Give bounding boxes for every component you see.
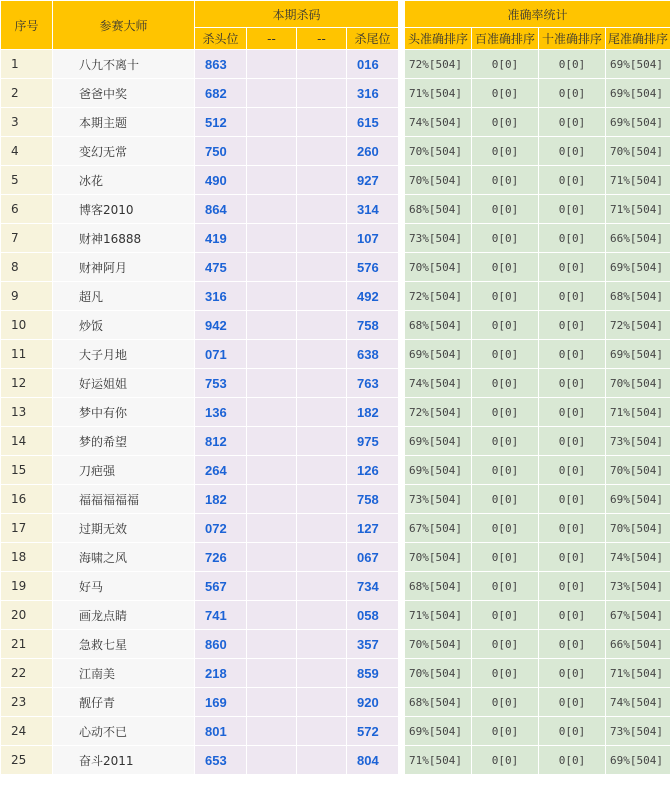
row-empty-2: [297, 253, 347, 282]
row-empty-1: [247, 514, 297, 543]
table-row: [1, 108, 671, 137]
row-kill-tail: 927: [347, 166, 399, 195]
row-empty-1: [247, 398, 297, 427]
row-tail-accuracy: 70%[504]: [606, 456, 671, 485]
row-ten-accuracy: 0[0]: [539, 224, 606, 253]
row-master-name: 变幻无常: [53, 137, 195, 166]
row-empty-1: [247, 717, 297, 746]
row-kill-tail: 357: [347, 630, 399, 659]
row-kill-head: 812: [195, 427, 247, 456]
row-empty-2: [297, 137, 347, 166]
row-kill-head: 218: [195, 659, 247, 688]
table-row: [1, 253, 671, 282]
row-empty-1: [247, 746, 297, 775]
row-kill-tail: 182: [347, 398, 399, 427]
row-master-name: 靓仔青: [53, 688, 195, 717]
row-head-accuracy: 69%[504]: [405, 456, 472, 485]
row-tail-accuracy: 69%[504]: [606, 50, 671, 79]
row-ten-accuracy: 0[0]: [539, 50, 606, 79]
row-hundred-accuracy: 0[0]: [472, 746, 539, 775]
row-tail-accuracy: 69%[504]: [606, 253, 671, 282]
row-empty-2: [297, 659, 347, 688]
row-master-name: 爸爸中奖: [53, 79, 195, 108]
row-empty-1: [247, 427, 297, 456]
row-ten-accuracy: 0[0]: [539, 195, 606, 224]
table-row: [1, 369, 671, 398]
row-hundred-accuracy: 0[0]: [472, 224, 539, 253]
row-master-name: 心动不已: [53, 717, 195, 746]
row-kill-head: 475: [195, 253, 247, 282]
row-master-name: 海啸之风: [53, 543, 195, 572]
row-ten-accuracy: 0[0]: [539, 514, 606, 543]
row-seq: 19: [1, 572, 53, 601]
row-empty-2: [297, 311, 347, 340]
row-tail-accuracy: 74%[504]: [606, 543, 671, 572]
row-hundred-accuracy: 0[0]: [472, 137, 539, 166]
row-kill-head: 567: [195, 572, 247, 601]
row-kill-head: 182: [195, 485, 247, 514]
hundred-rank-header[interactable]: 百准确排序: [472, 28, 539, 50]
row-master-name: 财神阿月: [53, 253, 195, 282]
row-kill-tail: 758: [347, 485, 399, 514]
row-master-name: 财神16888: [53, 224, 195, 253]
row-master-name: 福福福福福: [53, 485, 195, 514]
row-master-name: 画龙点睛: [53, 601, 195, 630]
row-kill-tail: 067: [347, 543, 399, 572]
row-head-accuracy: 68%[504]: [405, 311, 472, 340]
row-master-name: 梦的希望: [53, 427, 195, 456]
row-tail-accuracy: 70%[504]: [606, 514, 671, 543]
row-empty-2: [297, 282, 347, 311]
row-hundred-accuracy: 0[0]: [472, 195, 539, 224]
row-hundred-accuracy: 0[0]: [472, 282, 539, 311]
row-hundred-accuracy: 0[0]: [472, 369, 539, 398]
table-row: [1, 282, 671, 311]
row-master-name: 急救七星: [53, 630, 195, 659]
current-kill-header: 本期杀码: [195, 1, 399, 28]
row-tail-accuracy: 68%[504]: [606, 282, 671, 311]
row-head-accuracy: 68%[504]: [405, 195, 472, 224]
row-head-accuracy: 68%[504]: [405, 688, 472, 717]
row-kill-head: 750: [195, 137, 247, 166]
row-tail-accuracy: 69%[504]: [606, 108, 671, 137]
row-kill-tail: 758: [347, 311, 399, 340]
row-tail-accuracy: 73%[504]: [606, 572, 671, 601]
seq-header: 序号: [1, 1, 53, 50]
row-kill-head: 726: [195, 543, 247, 572]
row-tail-accuracy: 73%[504]: [606, 717, 671, 746]
row-kill-tail: 615: [347, 108, 399, 137]
row-empty-1: [247, 572, 297, 601]
table-row: [1, 224, 671, 253]
row-ten-accuracy: 0[0]: [539, 572, 606, 601]
table-row: [1, 340, 671, 369]
row-ten-accuracy: 0[0]: [539, 659, 606, 688]
row-empty-1: [247, 340, 297, 369]
row-hundred-accuracy: 0[0]: [472, 108, 539, 137]
table-row: [1, 630, 671, 659]
row-ten-accuracy: 0[0]: [539, 398, 606, 427]
row-seq: 8: [1, 253, 53, 282]
row-kill-head: 136: [195, 398, 247, 427]
row-kill-tail: 576: [347, 253, 399, 282]
row-head-accuracy: 69%[504]: [405, 427, 472, 456]
row-ten-accuracy: 0[0]: [539, 717, 606, 746]
row-seq: 13: [1, 398, 53, 427]
row-master-name: 梦中有你: [53, 398, 195, 427]
table-row: [1, 50, 671, 79]
row-empty-1: [247, 688, 297, 717]
row-kill-head: 264: [195, 456, 247, 485]
row-empty-2: [297, 485, 347, 514]
row-ten-accuracy: 0[0]: [539, 427, 606, 456]
row-hundred-accuracy: 0[0]: [472, 485, 539, 514]
row-master-name: 本期主题: [53, 108, 195, 137]
row-kill-tail: 260: [347, 137, 399, 166]
row-tail-accuracy: 69%[504]: [606, 79, 671, 108]
row-seq: 11: [1, 340, 53, 369]
row-empty-2: [297, 195, 347, 224]
row-ten-accuracy: 0[0]: [539, 311, 606, 340]
accuracy-header: 准确率统计: [405, 1, 671, 28]
table-row: [1, 688, 671, 717]
row-master-name: 炒饭: [53, 311, 195, 340]
row-kill-tail: 975: [347, 427, 399, 456]
row-ten-accuracy: 0[0]: [539, 166, 606, 195]
ten-rank-header[interactable]: 十准确排序: [539, 28, 606, 50]
row-empty-1: [247, 282, 297, 311]
row-tail-accuracy: 66%[504]: [606, 224, 671, 253]
dash-header-2: --: [297, 28, 347, 50]
row-hundred-accuracy: 0[0]: [472, 601, 539, 630]
row-seq: 10: [1, 311, 53, 340]
kill-tail-header: 杀尾位: [347, 28, 399, 50]
row-kill-head: 753: [195, 369, 247, 398]
row-master-name: 好马: [53, 572, 195, 601]
row-ten-accuracy: 0[0]: [539, 369, 606, 398]
row-master-name: 奋斗2011: [53, 746, 195, 775]
row-head-accuracy: 73%[504]: [405, 485, 472, 514]
row-seq: 24: [1, 717, 53, 746]
row-kill-tail: 107: [347, 224, 399, 253]
row-kill-head: 071: [195, 340, 247, 369]
row-head-accuracy: 74%[504]: [405, 369, 472, 398]
row-kill-tail: 058: [347, 601, 399, 630]
row-hundred-accuracy: 0[0]: [472, 659, 539, 688]
row-tail-accuracy: 66%[504]: [606, 630, 671, 659]
row-tail-accuracy: 73%[504]: [606, 427, 671, 456]
table-row: [1, 485, 671, 514]
row-head-accuracy: 72%[504]: [405, 398, 472, 427]
table-row: [1, 543, 671, 572]
row-hundred-accuracy: 0[0]: [472, 427, 539, 456]
row-seq: 18: [1, 543, 53, 572]
row-empty-1: [247, 224, 297, 253]
row-tail-accuracy: 71%[504]: [606, 398, 671, 427]
row-ten-accuracy: 0[0]: [539, 485, 606, 514]
row-ten-accuracy: 0[0]: [539, 79, 606, 108]
row-master-name: 八九不离十: [53, 50, 195, 79]
row-empty-2: [297, 398, 347, 427]
row-hundred-accuracy: 0[0]: [472, 253, 539, 282]
row-kill-head: 419: [195, 224, 247, 253]
row-kill-head: 863: [195, 50, 247, 79]
row-kill-head: 801: [195, 717, 247, 746]
row-seq: 1: [1, 50, 53, 79]
row-kill-head: 653: [195, 746, 247, 775]
row-kill-head: 512: [195, 108, 247, 137]
row-kill-head: 741: [195, 601, 247, 630]
row-ten-accuracy: 0[0]: [539, 630, 606, 659]
row-empty-1: [247, 108, 297, 137]
kill-head-header: 杀头位: [195, 28, 247, 50]
row-kill-head: 490: [195, 166, 247, 195]
row-seq: 21: [1, 630, 53, 659]
row-tail-accuracy: 69%[504]: [606, 485, 671, 514]
row-ten-accuracy: 0[0]: [539, 340, 606, 369]
row-seq: 14: [1, 427, 53, 456]
row-head-accuracy: 73%[504]: [405, 224, 472, 253]
row-seq: 23: [1, 688, 53, 717]
row-kill-tail: 314: [347, 195, 399, 224]
row-empty-2: [297, 717, 347, 746]
header-row-top: [1, 1, 671, 28]
row-kill-tail: 316: [347, 79, 399, 108]
row-seq: 15: [1, 456, 53, 485]
row-master-name: 超凡: [53, 282, 195, 311]
table-row: [1, 456, 671, 485]
row-master-name: 过期无效: [53, 514, 195, 543]
row-empty-2: [297, 630, 347, 659]
row-empty-1: [247, 79, 297, 108]
row-empty-1: [247, 195, 297, 224]
master-header: 参赛大师: [53, 1, 195, 50]
row-empty-1: [247, 253, 297, 282]
row-tail-accuracy: 70%[504]: [606, 137, 671, 166]
table-row: [1, 572, 671, 601]
row-hundred-accuracy: 0[0]: [472, 514, 539, 543]
row-kill-tail: 804: [347, 746, 399, 775]
row-tail-accuracy: 71%[504]: [606, 166, 671, 195]
row-hundred-accuracy: 0[0]: [472, 543, 539, 572]
row-kill-tail: 492: [347, 282, 399, 311]
row-empty-2: [297, 427, 347, 456]
row-master-name: 好运姐姐: [53, 369, 195, 398]
row-kill-head: 316: [195, 282, 247, 311]
row-kill-tail: 859: [347, 659, 399, 688]
row-tail-accuracy: 70%[504]: [606, 369, 671, 398]
row-kill-head: 942: [195, 311, 247, 340]
row-empty-1: [247, 601, 297, 630]
row-head-accuracy: 72%[504]: [405, 50, 472, 79]
row-ten-accuracy: 0[0]: [539, 253, 606, 282]
row-tail-accuracy: 69%[504]: [606, 340, 671, 369]
tail-rank-header[interactable]: 尾准确排序: [606, 28, 671, 50]
row-empty-2: [297, 746, 347, 775]
row-tail-accuracy: 72%[504]: [606, 311, 671, 340]
row-ten-accuracy: 0[0]: [539, 543, 606, 572]
row-head-accuracy: 70%[504]: [405, 543, 472, 572]
row-kill-tail: 920: [347, 688, 399, 717]
row-head-accuracy: 70%[504]: [405, 137, 472, 166]
row-empty-1: [247, 311, 297, 340]
row-head-accuracy: 72%[504]: [405, 282, 472, 311]
table-row: [1, 601, 671, 630]
row-seq: 17: [1, 514, 53, 543]
row-kill-head: 860: [195, 630, 247, 659]
row-empty-2: [297, 166, 347, 195]
row-head-accuracy: 70%[504]: [405, 253, 472, 282]
row-hundred-accuracy: 0[0]: [472, 50, 539, 79]
row-seq: 6: [1, 195, 53, 224]
row-ten-accuracy: 0[0]: [539, 746, 606, 775]
row-empty-1: [247, 485, 297, 514]
row-kill-tail: 016: [347, 50, 399, 79]
row-kill-head: 864: [195, 195, 247, 224]
row-head-accuracy: 68%[504]: [405, 572, 472, 601]
row-ten-accuracy: 0[0]: [539, 601, 606, 630]
row-tail-accuracy: 69%[504]: [606, 746, 671, 775]
table-row: [1, 398, 671, 427]
row-empty-2: [297, 456, 347, 485]
row-ten-accuracy: 0[0]: [539, 688, 606, 717]
row-hundred-accuracy: 0[0]: [472, 572, 539, 601]
row-empty-2: [297, 572, 347, 601]
row-empty-2: [297, 543, 347, 572]
row-head-accuracy: 67%[504]: [405, 514, 472, 543]
row-seq: 22: [1, 659, 53, 688]
row-empty-2: [297, 369, 347, 398]
head-rank-header[interactable]: 头准确排序: [405, 28, 472, 50]
row-hundred-accuracy: 0[0]: [472, 166, 539, 195]
row-kill-head: 169: [195, 688, 247, 717]
table-row: [1, 659, 671, 688]
row-empty-2: [297, 79, 347, 108]
row-head-accuracy: 71%[504]: [405, 79, 472, 108]
row-kill-tail: 734: [347, 572, 399, 601]
row-seq: 25: [1, 746, 53, 775]
row-kill-tail: 572: [347, 717, 399, 746]
table-row: [1, 311, 671, 340]
table-row: [1, 195, 671, 224]
row-empty-1: [247, 630, 297, 659]
row-tail-accuracy: 67%[504]: [606, 601, 671, 630]
row-kill-head: 682: [195, 79, 247, 108]
row-empty-2: [297, 224, 347, 253]
row-seq: 12: [1, 369, 53, 398]
row-empty-2: [297, 688, 347, 717]
table-row: [1, 427, 671, 456]
table-row: [1, 717, 671, 746]
row-seq: 4: [1, 137, 53, 166]
row-seq: 2: [1, 79, 53, 108]
row-empty-1: [247, 166, 297, 195]
row-master-name: 刀疤强: [53, 456, 195, 485]
row-empty-2: [297, 108, 347, 137]
row-head-accuracy: 70%[504]: [405, 166, 472, 195]
dash-header-1: --: [247, 28, 297, 50]
row-head-accuracy: 70%[504]: [405, 630, 472, 659]
row-head-accuracy: 71%[504]: [405, 746, 472, 775]
row-seq: 20: [1, 601, 53, 630]
row-kill-tail: 126: [347, 456, 399, 485]
table-body: [1, 50, 671, 775]
row-empty-2: [297, 514, 347, 543]
table-row: [1, 137, 671, 166]
row-hundred-accuracy: 0[0]: [472, 717, 539, 746]
row-hundred-accuracy: 0[0]: [472, 456, 539, 485]
row-seq: 7: [1, 224, 53, 253]
row-ten-accuracy: 0[0]: [539, 282, 606, 311]
row-ten-accuracy: 0[0]: [539, 137, 606, 166]
row-ten-accuracy: 0[0]: [539, 108, 606, 137]
row-hundred-accuracy: 0[0]: [472, 311, 539, 340]
row-head-accuracy: 70%[504]: [405, 659, 472, 688]
row-kill-tail: 127: [347, 514, 399, 543]
row-tail-accuracy: 71%[504]: [606, 659, 671, 688]
row-head-accuracy: 74%[504]: [405, 108, 472, 137]
row-empty-1: [247, 543, 297, 572]
row-seq: 16: [1, 485, 53, 514]
row-empty-2: [297, 601, 347, 630]
row-kill-tail: 638: [347, 340, 399, 369]
row-kill-head: 072: [195, 514, 247, 543]
row-master-name: 大子月地: [53, 340, 195, 369]
row-empty-1: [247, 659, 297, 688]
table-row: [1, 746, 671, 775]
row-head-accuracy: 69%[504]: [405, 340, 472, 369]
row-seq: 5: [1, 166, 53, 195]
row-master-name: 江南美: [53, 659, 195, 688]
row-hundred-accuracy: 0[0]: [472, 398, 539, 427]
row-head-accuracy: 71%[504]: [405, 601, 472, 630]
row-hundred-accuracy: 0[0]: [472, 688, 539, 717]
row-empty-2: [297, 50, 347, 79]
row-empty-1: [247, 456, 297, 485]
row-hundred-accuracy: 0[0]: [472, 79, 539, 108]
table-row: [1, 514, 671, 543]
row-head-accuracy: 69%[504]: [405, 717, 472, 746]
row-ten-accuracy: 0[0]: [539, 456, 606, 485]
row-hundred-accuracy: 0[0]: [472, 340, 539, 369]
row-empty-1: [247, 369, 297, 398]
row-empty-2: [297, 340, 347, 369]
row-seq: 3: [1, 108, 53, 137]
row-kill-tail: 763: [347, 369, 399, 398]
row-hundred-accuracy: 0[0]: [472, 630, 539, 659]
table-row: [1, 79, 671, 108]
table-row: [1, 166, 671, 195]
row-master-name: 博客2010: [53, 195, 195, 224]
row-master-name: 冰花: [53, 166, 195, 195]
row-tail-accuracy: 71%[504]: [606, 195, 671, 224]
row-empty-1: [247, 137, 297, 166]
row-tail-accuracy: 74%[504]: [606, 688, 671, 717]
row-seq: 9: [1, 282, 53, 311]
row-empty-1: [247, 50, 297, 79]
